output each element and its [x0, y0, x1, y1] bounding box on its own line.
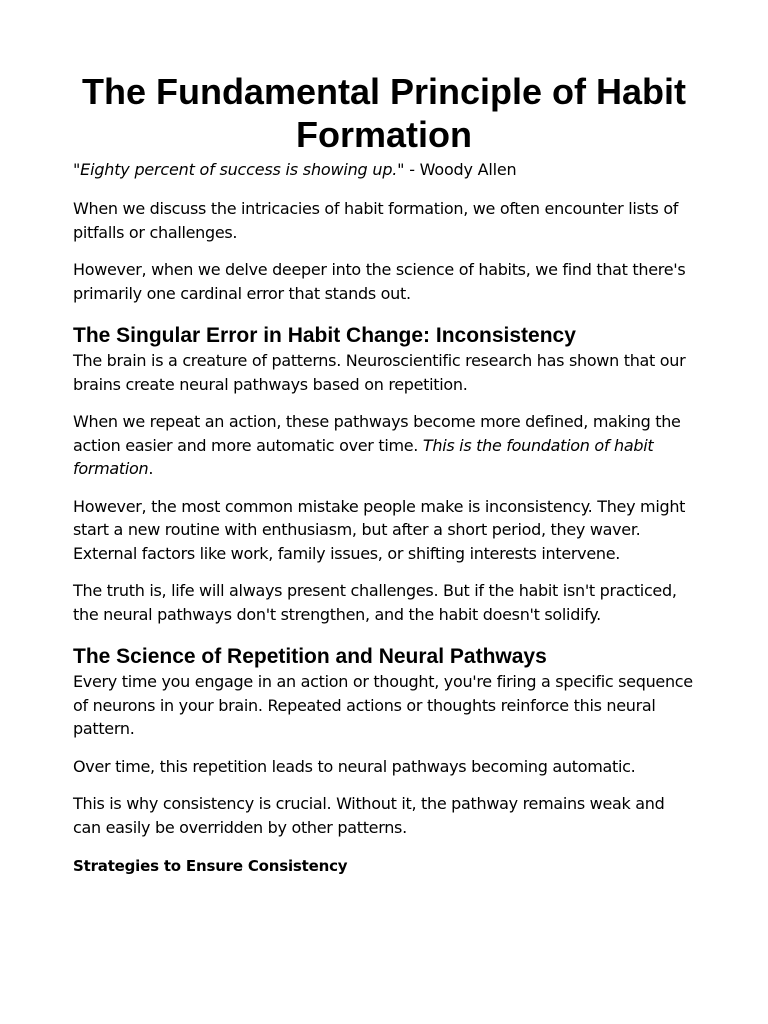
section1-paragraph-2: [73, 410, 695, 481]
section-heading-science: The Science of Repetition and Neural Pathways: [73, 645, 547, 668]
section1-paragraph-2-end: .: [148, 459, 154, 478]
section1-paragraph-3: However, the most common mistake people make is inconsistency. They might start a new routine with enthusiasm, but after a short period, they waver. External factors like work, family issues, or shifting interests intervene.: [73, 496, 686, 563]
section2-paragraph-1: Every time you engage in an action or thought, you're firing a specific sequence of neurons in your brain. Repeated actions or thoughts reinforce this neural pattern.: [73, 672, 693, 738]
epigraph-attribution: - Woody Allen: [404, 160, 517, 179]
epigraph: [73, 158, 695, 181]
section2-paragraph-3: This is why consistency is crucial. Without it, the pathway remains weak and can easily be overridden by other patterns.: [73, 794, 665, 837]
intro-paragraph-1: When we discuss the intricacies of habit formation, we often encounter lists of pitfalls or challenges.: [73, 199, 679, 242]
section1-paragraph-1: The brain is a creature of patterns. Neuroscientific research has shown that our brains create neural pathways based on repetition.: [73, 351, 686, 394]
subheading-strategies: Strategies to Ensure Consistency: [73, 857, 348, 875]
section2-paragraph-2: Over time, this repetition leads to neural pathways becoming automatic.: [73, 756, 636, 776]
section-heading-inconsistency: The Singular Error in Habit Change: Inconsistency: [73, 324, 576, 347]
section1-paragraph-2-emphasis: This is the foundation of habit formation: [73, 435, 654, 478]
section1-paragraph-4: The truth is, life will always present challenges. But if the habit isn't practiced, the neural pathways don't strengthen, and the habit doesn't solidify.: [73, 581, 677, 624]
epigraph-quote: "Eighty percent of success is showing up.": [73, 160, 405, 179]
section1-paragraph-2-text: When we repeat an action, these pathways become more defined, making the action easier and more automatic over time.: [73, 412, 681, 455]
intro-paragraph-2: However, when we delve deeper into the science of habits, we find that there's primarily one cardinal error that stands out.: [73, 260, 686, 303]
page-title: The Fundamental Principle of Habit Formation: [81, 71, 687, 155]
